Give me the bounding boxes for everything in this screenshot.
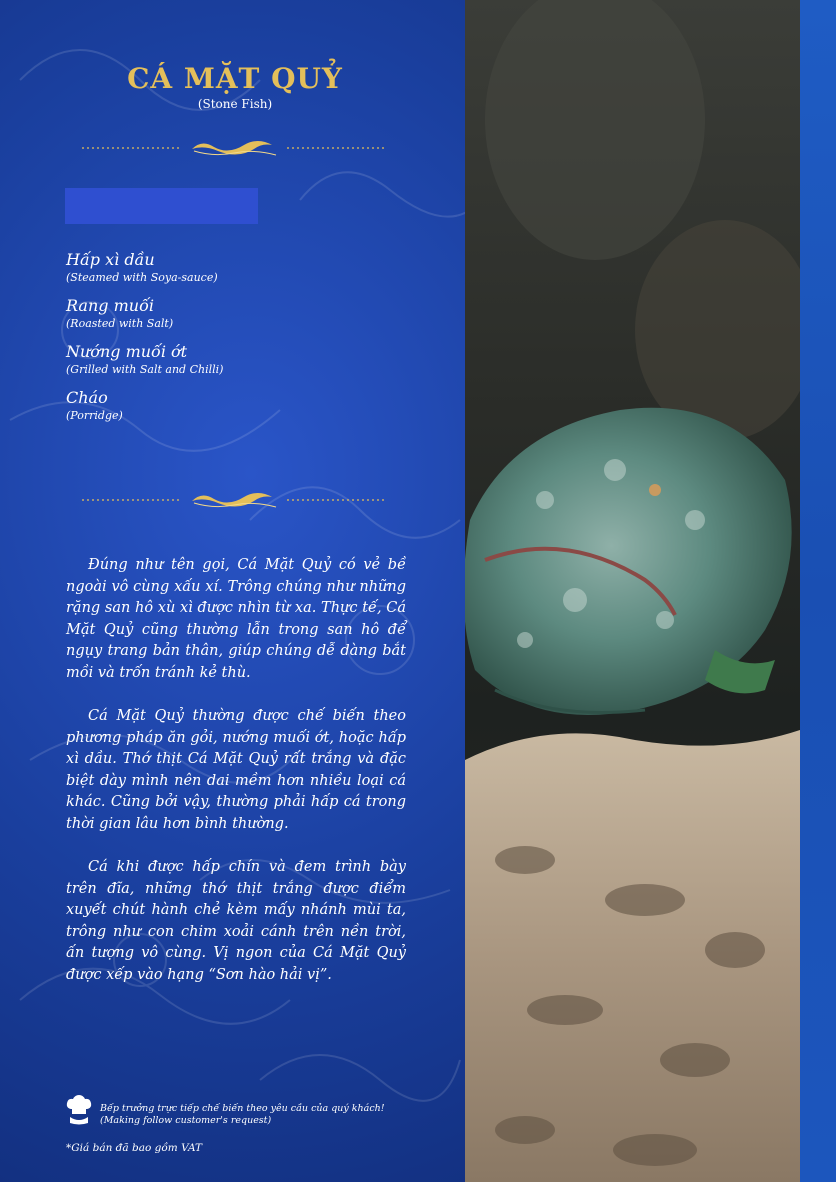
stonefish-photo bbox=[465, 0, 800, 1182]
chef-note-en: (Making follow customer's request) bbox=[100, 1115, 272, 1126]
list-item bbox=[66, 342, 446, 377]
page-title: CÁ MẶT QUỶ bbox=[127, 62, 343, 95]
dish-name-en: (Steamed with Soya-sauce) bbox=[66, 271, 218, 284]
list-item bbox=[66, 388, 446, 423]
page-subtitle: (Stone Fish) bbox=[197, 97, 273, 111]
dish-name-vi: Cháo bbox=[66, 388, 108, 407]
chef-note-vi: Bếp trưởng trực tiếp chế biến theo yêu cầu của quý khách! bbox=[100, 1103, 385, 1114]
chef-note bbox=[100, 1103, 385, 1127]
dish-name-en: (Grilled with Salt and Chilli) bbox=[66, 363, 224, 376]
dish-name-en: (Roasted with Salt) bbox=[66, 317, 174, 330]
list-item bbox=[66, 250, 446, 285]
dish-name-vi: Nướng muối ớt bbox=[66, 342, 188, 361]
dish-description bbox=[66, 555, 406, 1008]
dish-name-vi: Hấp xì dầu bbox=[66, 250, 155, 269]
right-accent-stripe bbox=[800, 0, 836, 1182]
vat-note: *Giá bán đã bao gồm VAT bbox=[66, 1142, 202, 1154]
ornament-divider-icon bbox=[82, 489, 387, 511]
list-item bbox=[66, 296, 446, 331]
description-paragraph: Đúng như tên gọi, Cá Mặt Quỷ có vẻ bề ngoài vô cùng xấu xí. Trông chúng như những rặng san hô xù xì được nhìn từ xa. Thực tế, Cá Mặt Quỷ cũng thường lẫn trong san hô để ngụy trang bản thân, giúp chúng dễ dàng bắt mồi và trốn tránh kẻ thù. bbox=[66, 557, 406, 681]
dish-name-en: (Porridge) bbox=[66, 409, 123, 422]
redacted-block bbox=[65, 188, 258, 224]
description-paragraph: Cá khi được hấp chín và đem trình bày trên đĩa, những thớ thịt trắng được điểm xuyết chút hành chẻ kèm mấy nhánh mùi ta, trông như con chim xoải cánh trên nền trời, ấn tượng vô cùng. Vị ngon của Cá Mặt Quỷ được xếp vào hạng “Sơn hào hải vị”. bbox=[66, 859, 406, 983]
ornament-divider-icon bbox=[82, 137, 387, 159]
dish-name-vi: Rang muối bbox=[66, 296, 154, 315]
chef-hat-icon bbox=[66, 1095, 92, 1125]
dish-list bbox=[66, 250, 446, 434]
description-paragraph: Cá Mặt Quỷ thường được chế biến theo phương pháp ăn gỏi, nướng muối ớt, hoặc hấp xì dầu. Thớ thịt Cá Mặt Quỷ rất trắng và đặc biệt dày mình nên dai mềm hơn nhiều loại cá khác. Cũng bởi vậy, thường phải hấp cá trong thời gian lâu hơn bình thường. bbox=[66, 708, 406, 832]
